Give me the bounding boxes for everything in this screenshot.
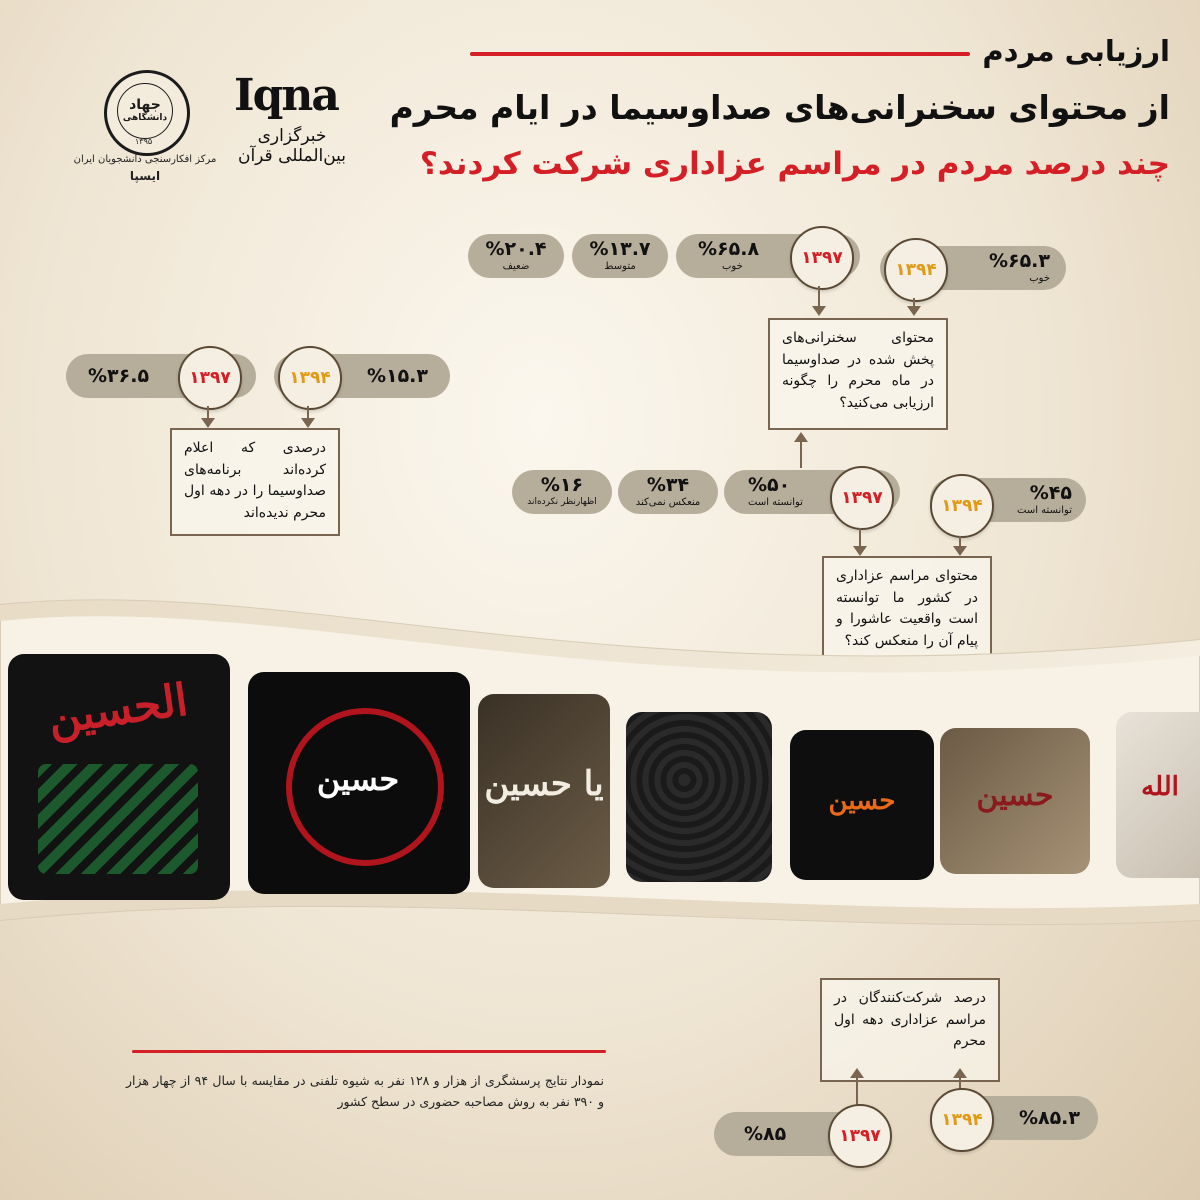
iqna-logo [232,70,352,180]
eval-97-pill-medium [572,234,668,278]
jahad-name: جهاد [129,97,161,114]
participation-question-box: درصد شرکت‌کنندگان در مراسم عزاداری دهه اول محرم [820,978,1000,1082]
notseen-arrow-94-head [301,418,315,428]
film-frame-2 [248,672,470,894]
eval-arrow-94-head [907,306,921,316]
reflect-arrow-97 [859,528,861,548]
notseen-97-year: ۱۳۹۷ [178,346,242,410]
isp-name: مرکز افکارسنجی دانشجویان ایران [73,154,217,165]
frame-7-text: الله [1141,772,1179,802]
isp-caption [60,152,230,185]
eval-94-year: ۱۳۹۴ [884,238,948,302]
header-rule [470,52,970,56]
participation-arrow-94-head [953,1068,967,1078]
notseen-arrow-97-head [201,418,215,428]
notseen-94-value: %۱۵.۳ [366,364,428,387]
eval-97-good-value: %۶۵.۸ [698,237,760,260]
film-frame-7 [1116,712,1200,878]
participation-97-value: %۸۵ [744,1122,787,1145]
film-frame-3 [478,694,610,888]
reflect-question-box: محتوای مراسم عزاداری در کشور ما توانسته است واقعیت عاشورا و پیام آن را منعکس کند؟ [822,556,992,660]
page-subtitle: از محتوای سخنرانی‌های صداوسیما در ایام محرم [389,88,1170,127]
reflect-97-year: ۱۳۹۷ [830,466,894,530]
film-frame-1 [8,654,230,900]
film-frame-5 [790,730,934,880]
reflect-connector [800,440,802,468]
eval-arrow-97 [818,286,820,308]
iqna-wordmark: Iqna [234,70,338,121]
frame-6-text: حسین [976,778,1054,813]
eval-97-weak-value: %۲۰.۴ [485,237,547,260]
eval-question-box: محتوای سخنرانی‌های پخش شده در صداوسیما در ماه محرم را چگونه ارزیابی می‌کنید؟ [768,318,948,430]
frame-2-text: حسین [316,760,400,798]
eval-97-pill-weak [468,234,564,278]
reflect-connector-head [794,432,808,442]
reflect-97-pill-no [618,470,718,514]
reflect-arrow-97-head [853,546,867,556]
frame-3-text: یا حسین [484,764,604,804]
film-frame-6 [940,728,1090,874]
notseen-question-box: درصدی که اعلام کرده‌اند برنامه‌های صداوسیما را در دهه اول محرم ندیده‌اند [170,428,340,536]
film-frame-4 [626,712,772,882]
eval-arrow-97-head [812,306,826,316]
page-question: چند درصد مردم در مراسم عزاداری شرکت کردند؟ [419,146,1170,182]
iqna-subtitle: خبرگزاری بین‌المللی قرآن [237,126,347,167]
reflect-97-yes-label: توانسته است [748,496,803,508]
eval-94-value: %۶۵.۳ [988,249,1050,272]
reflect-97-none-value: %۱۶ [540,474,584,497]
reflect-94-label: توانسته است [1017,504,1072,516]
eval-97-medium-label: متوسط [604,260,636,272]
footnote-text: نمودار نتایج پرسشگری از هزار و ۱۲۸ نفر به شیوه تلفنی در مقایسه با سال ۹۴ از چهار هزار و ۳۹۰ نفر به روش مصاحبه حضوری در سطح کشور [126,1073,604,1110]
notseen-94-year: ۱۳۹۴ [278,346,342,410]
reflect-94-year: ۱۳۹۴ [930,474,994,538]
reflect-94-value: %۴۵ [1029,481,1072,504]
frame-1-text: الحسین [45,674,191,745]
reflect-97-no-value: %۳۴ [646,473,690,496]
notseen-97-value: %۳۶.۵ [88,364,150,387]
eval-97-year: ۱۳۹۷ [790,226,854,290]
reflect-97-no-label: منعکس نمی‌کند [635,496,701,508]
participation-94-year: ۱۳۹۴ [930,1088,994,1152]
isp-short: ایسپا [129,169,161,183]
frame-5-text: حسین [828,786,896,816]
frame-1-calligraphy [38,764,198,874]
eval-97-good-label: خوب [722,260,743,272]
eval-94-label: خوب [1029,272,1050,284]
eval-97-weak-label: ضعیف [502,260,530,272]
page-title: ارزیابی مردم [982,34,1170,68]
jahad-seal-icon [104,70,190,156]
reflect-arrow-94-head [953,546,967,556]
reflect-97-none-label: اظهارنظر نکرده‌اند [527,497,597,508]
footnote-rule [132,1050,606,1053]
eval-97-medium-value: %۱۳.۷ [589,237,651,260]
participation-arrow-97-head [850,1068,864,1078]
reflect-97-yes-value: %۵۰ [748,473,791,496]
participation-94-value: %۸۵.۳ [1018,1106,1080,1129]
participation-97-year: ۱۳۹۷ [828,1104,892,1168]
reflect-97-pill-none [512,470,612,514]
jahad-subname: دانشگاهی [122,112,168,123]
jahad-year: ۱۳۹۵ [135,137,153,146]
